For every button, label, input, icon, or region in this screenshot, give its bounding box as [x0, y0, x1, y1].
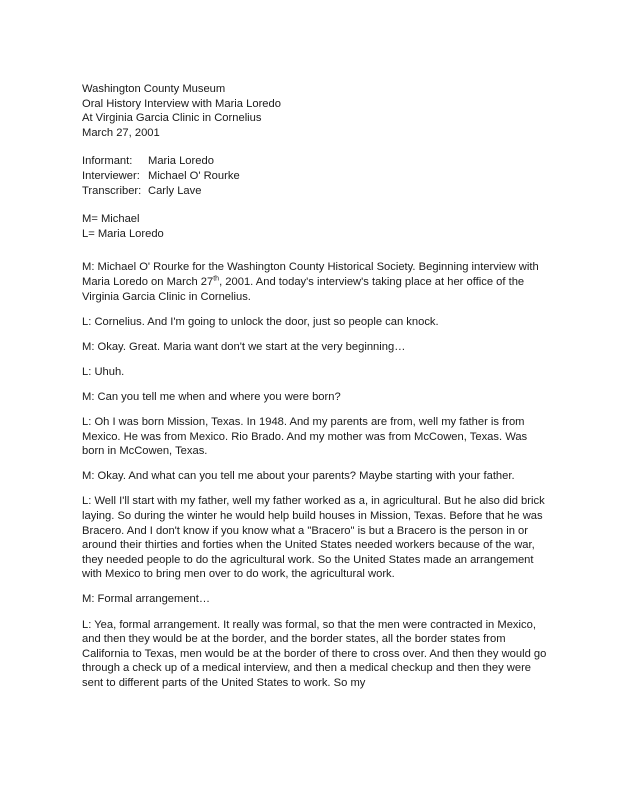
interviewer-value: Michael O' Rourke	[148, 169, 240, 182]
speaker-key-l: L= Maria Loredo	[82, 227, 164, 240]
interviewer-label: Interviewer:	[82, 169, 140, 182]
transcript-turn: L: Uhuh.	[82, 365, 125, 378]
transcriber-row	[82, 184, 552, 199]
document-header	[82, 82, 552, 140]
interview-location: At Virginia Garcia Clinic in Cornelius	[82, 112, 262, 125]
transcript-turn: L: Oh I was born Mission, Texas. In 1948. And my parents are from, well my father is from Mexico. He was from Mexico. Rio Brado. And my mother was from McCowen, Texas. Was born in McCowen, Texas.	[82, 416, 528, 458]
speaker-key-m: M= Michael	[82, 213, 140, 226]
transcript	[82, 260, 552, 690]
transcript-turn: M: Okay. And what can you tell me about your parents? Maybe starting with your father.	[82, 470, 515, 483]
informant-label: Informant:	[82, 155, 133, 168]
transcript-turn: L: Cornelius. And I'm going to unlock the door, just so people can knock.	[82, 315, 439, 328]
document-title: Oral History Interview with Maria Loredo	[82, 97, 281, 110]
transcriber-value: Carly Lave	[148, 184, 202, 197]
ordinal-suffix: th	[213, 275, 220, 283]
informant-value: Maria Loredo	[148, 155, 214, 168]
informant-row	[82, 154, 552, 169]
transcript-turn: L: Well I'll start with my father, well my father worked as a, in agricultural. But he also did brick laying. So during the winter he would help build houses in Mission, Texas. Before that he was Bracero. And I don't know if you know what a "Bracero" is but a Bracero is the person in or around their thirties and forties when the United States needed workers because of the war, they needed people to do the agricultural work. So the United States made an arrangement with Mexico to bring men over to do work, the agricultural work.	[82, 495, 545, 581]
document-page	[82, 82, 552, 701]
intro-text-before: M: Michael O' Rourke for the Washington County Historical Society. Beginning interview with Maria Loredo on March 27	[82, 261, 539, 288]
transcript-turn: M: Can you tell me when and where you were born?	[82, 390, 341, 403]
transcript-turn: L: Yea, formal arrangement. It really was formal, so that the men were contracted in Mexico, and then they would be at the border, and the border states, all the border states from California to Texas, men would be at the border of there to cross over. And then they would go through a check up of a medical interview, and then a medical checkup and then they were sent to different parts of the United States to work. So my	[82, 618, 547, 689]
museum-name: Washington County Museum	[82, 83, 226, 95]
transcript-turn: M: Okay. Great. Maria want don't we start at the very beginning…	[82, 340, 406, 353]
intro-text-after: , 2001. And today's interview's taking place at her office of the Virginia Garcia Clinic in Cornelius.	[82, 275, 525, 303]
transcript-turn: M: Formal arrangement…	[82, 593, 211, 606]
transcript-intro	[82, 260, 552, 304]
interview-date: March 27, 2001	[82, 126, 160, 139]
interview-metadata	[82, 154, 552, 198]
interviewer-row	[82, 169, 552, 184]
speaker-legend	[82, 212, 552, 241]
transcriber-label: Transcriber:	[82, 184, 142, 197]
